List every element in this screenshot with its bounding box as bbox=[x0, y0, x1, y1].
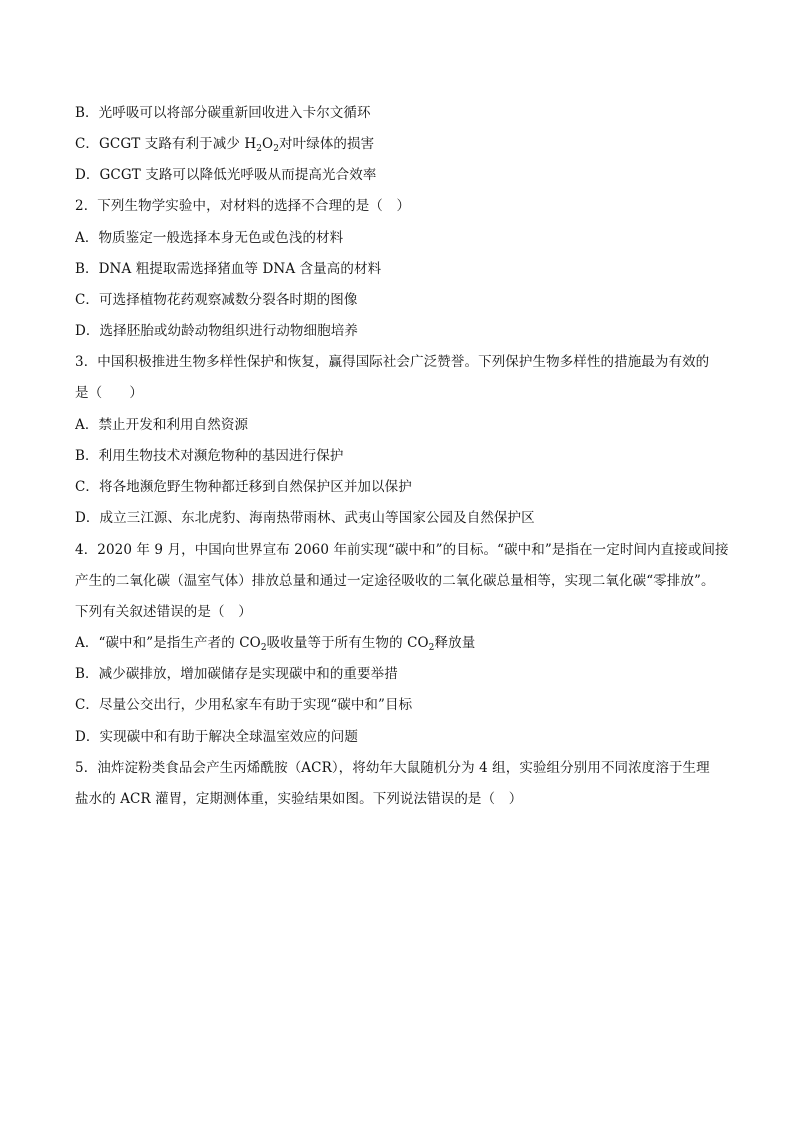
text-segment: 对叶绿体的损害 bbox=[279, 136, 375, 152]
subscript: 2 bbox=[256, 144, 263, 153]
question-5-stem-cont: 盐水的 ACR 灌胃，定期测体重，实验结果如图。下列说法错误的是（ ） bbox=[75, 791, 523, 807]
q4-option-c: C．尽量公交出行，少用私家车有助于实现“碳中和”目标 bbox=[75, 697, 413, 713]
option-d-gcgt-efficiency: D．GCGT 支路可以降低光呼吸从而提高光合效率 bbox=[75, 167, 377, 183]
question-3-stem-cont: 是（ ） bbox=[75, 385, 143, 401]
q3-option-d: D．成立三江源、东北虎豹、海南热带雨林、武夷山等国家公园及自然保护区 bbox=[75, 510, 535, 526]
text-segment: C．GCGT 支路有利于减少 H bbox=[75, 136, 257, 152]
question-4-stem: 4．2020 年 9 月，中国向世界宣布 2060 年前实现“碳中和”的目标。“碳中和”是指在一定时间内直接或间接 bbox=[75, 542, 729, 558]
question-2-stem: 2．下列生物学实验中，对材料的选择不合理的是（ ） bbox=[75, 198, 411, 214]
question-4-stem-cont: 产生的二氧化碳（温室气体）排放总量和通过一定途径吸收的二氧化碳总量相等，实现二氧化碳“零排放”。 bbox=[75, 573, 715, 589]
q4-option-a bbox=[75, 634, 735, 652]
q3-option-a: A．禁止开发和利用自然资源 bbox=[75, 417, 249, 433]
q4-option-d: D．实现碳中和有助于解决全球温室效应的问题 bbox=[75, 729, 358, 745]
q3-option-c: C．将各地濒危野生物种都迁移到自然保护区并加以保护 bbox=[75, 479, 412, 495]
q2-option-c: C．可选择植物花药观察减数分裂各时期的图像 bbox=[75, 292, 358, 308]
q4-option-b: B．减少碳排放，增加碳储存是实现碳中和的重要举措 bbox=[75, 666, 398, 682]
text-segment: 吸收量等于所有生物的 CO bbox=[266, 635, 429, 651]
option-c-gcgt-h2o2 bbox=[75, 135, 735, 153]
q2-option-a: A．物质鉴定一般选择本身无色或色浅的材料 bbox=[75, 230, 344, 246]
question-5-stem: 5．油炸淀粉类食品会产生丙烯酰胺（ACR），将幼年大鼠随机分为 4 组，实验组分别用不同浓度溶于生理 bbox=[75, 760, 710, 776]
subscript: 2 bbox=[260, 643, 267, 652]
subscript: 2 bbox=[273, 144, 280, 153]
option-b-photorespiration: B．光呼吸可以将部分碳重新回收进入卡尔文循环 bbox=[75, 105, 371, 121]
text-segment: A．“碳中和”是指生产者的 CO bbox=[75, 635, 261, 651]
q2-option-d: D．选择胚胎或幼龄动物组织进行动物细胞培养 bbox=[75, 323, 358, 339]
question-3-stem: 3．中国积极推进生物多样性保护和恢复，赢得国际社会广泛赞誉。下列保护生物多样性的措施最为有效的 bbox=[75, 354, 710, 370]
text-segment: O bbox=[262, 136, 274, 152]
q3-option-b: B．利用生物技术对濒危物种的基因进行保护 bbox=[75, 448, 344, 464]
text-segment: 释放量 bbox=[434, 635, 476, 651]
q2-option-b: B．DNA 粗提取需选择猪血等 DNA 含量高的材料 bbox=[75, 261, 382, 277]
question-4-prompt: 下列有关叙述错误的是（ ） bbox=[75, 604, 252, 620]
subscript: 2 bbox=[428, 643, 435, 652]
